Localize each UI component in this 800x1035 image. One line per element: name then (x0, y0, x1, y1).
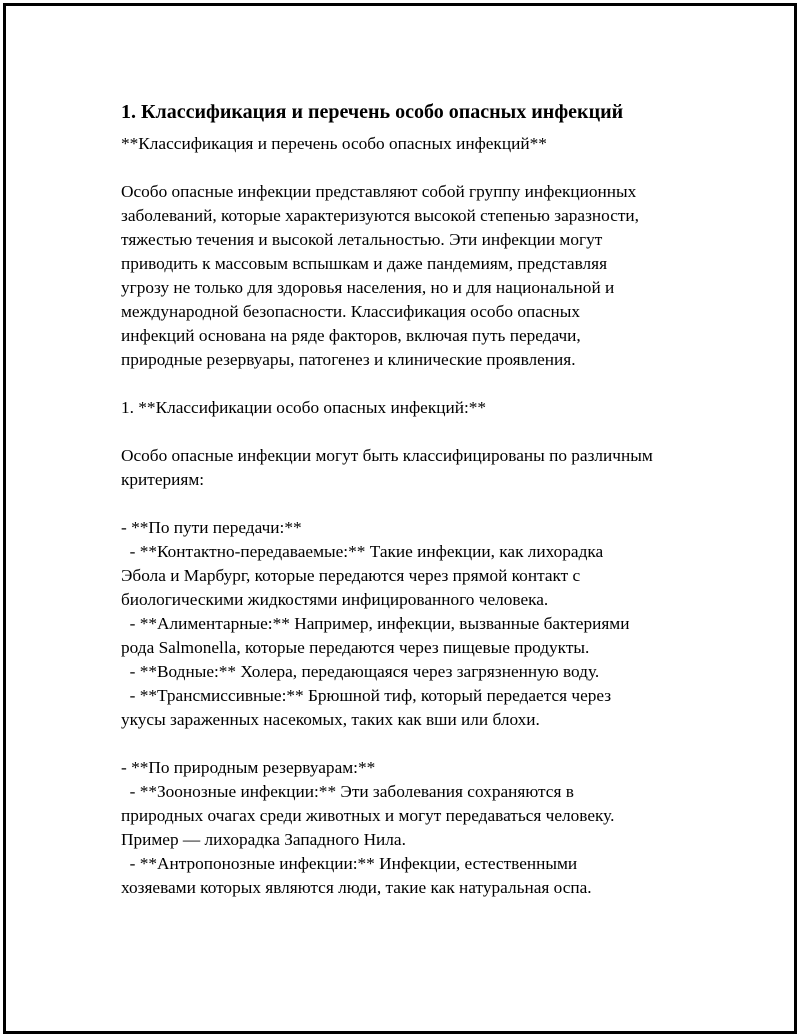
text-line: биологическими жидкостями инфицированного человека. (121, 590, 549, 609)
document-body (121, 98, 721, 900)
text-line: Особо опасные инфекции могут быть классифицированы по различным (121, 446, 653, 465)
blank-line (121, 420, 721, 444)
text-line: - **Алиментарные:** Например, инфекции, вызванные бактериями (121, 614, 630, 633)
text-line: Пример — лихорадка Западного Нила. (121, 830, 406, 849)
text-lines (121, 132, 721, 900)
text-line: природных очагах среди животных и могут передаваться человеку. (121, 806, 615, 825)
text-line: Особо опасные инфекции представляют собой группу инфекционных (121, 182, 637, 201)
blank-line (121, 492, 721, 516)
text-line: природные резервуары, патогенез и клинические проявления. (121, 350, 576, 369)
text-line: - **Трансмиссивные:** Брюшной тиф, который передается через (121, 686, 612, 705)
text-line: рода Salmonella, которые передаются через пищевые продукты. (121, 638, 590, 657)
text-line: критериям: (121, 470, 205, 489)
text-line: - **Водные:** Холера, передающаяся через загрязненную воду. (121, 662, 600, 681)
text-line: - **Контактно-передаваемые:** Такие инфекции, как лихорадка (121, 542, 604, 561)
blank-line (121, 156, 721, 180)
text-line: заболеваний, которые характеризуются высокой степенью заразности, (121, 206, 640, 225)
text-line: - **По природным резервуарам:** (121, 758, 376, 777)
text-line: тяжестью течения и высокой летальностью. Эти инфекции могут (121, 230, 603, 249)
text-line: - **По пути передачи:** (121, 518, 302, 537)
text-line: - **Зоонозные инфекции:** Эти заболевания сохраняются в (121, 782, 574, 801)
text-line: Эбола и Марбург, которые передаются через прямой контакт с (121, 566, 581, 585)
blank-line (121, 372, 721, 396)
text-line: хозяевами которых являются люди, такие как натуральная оспа. (121, 878, 592, 897)
section-heading: 1. Классификация и перечень особо опасных инфекций (121, 101, 624, 123)
text-line: инфекций основана на ряде факторов, включая путь передачи, (121, 326, 581, 345)
text-line: укусы зараженных насекомых, таких как вши или блохи. (121, 710, 540, 729)
text-line: **Классификация и перечень особо опасных инфекций** (121, 134, 547, 153)
text-line: 1. **Классификации особо опасных инфекций:** (121, 398, 487, 417)
text-line: приводить к массовым вспышкам и даже пандемиям, представляя (121, 254, 608, 273)
blank-line (121, 732, 721, 756)
text-line: международной безопасности. Классификация особо опасных (121, 302, 581, 321)
text-line: - **Антропонозные инфекции:** Инфекции, естественными (121, 854, 578, 873)
text-line: угрозу не только для здоровья населения, но и для национальной и (121, 278, 615, 297)
page-frame (3, 3, 797, 1034)
